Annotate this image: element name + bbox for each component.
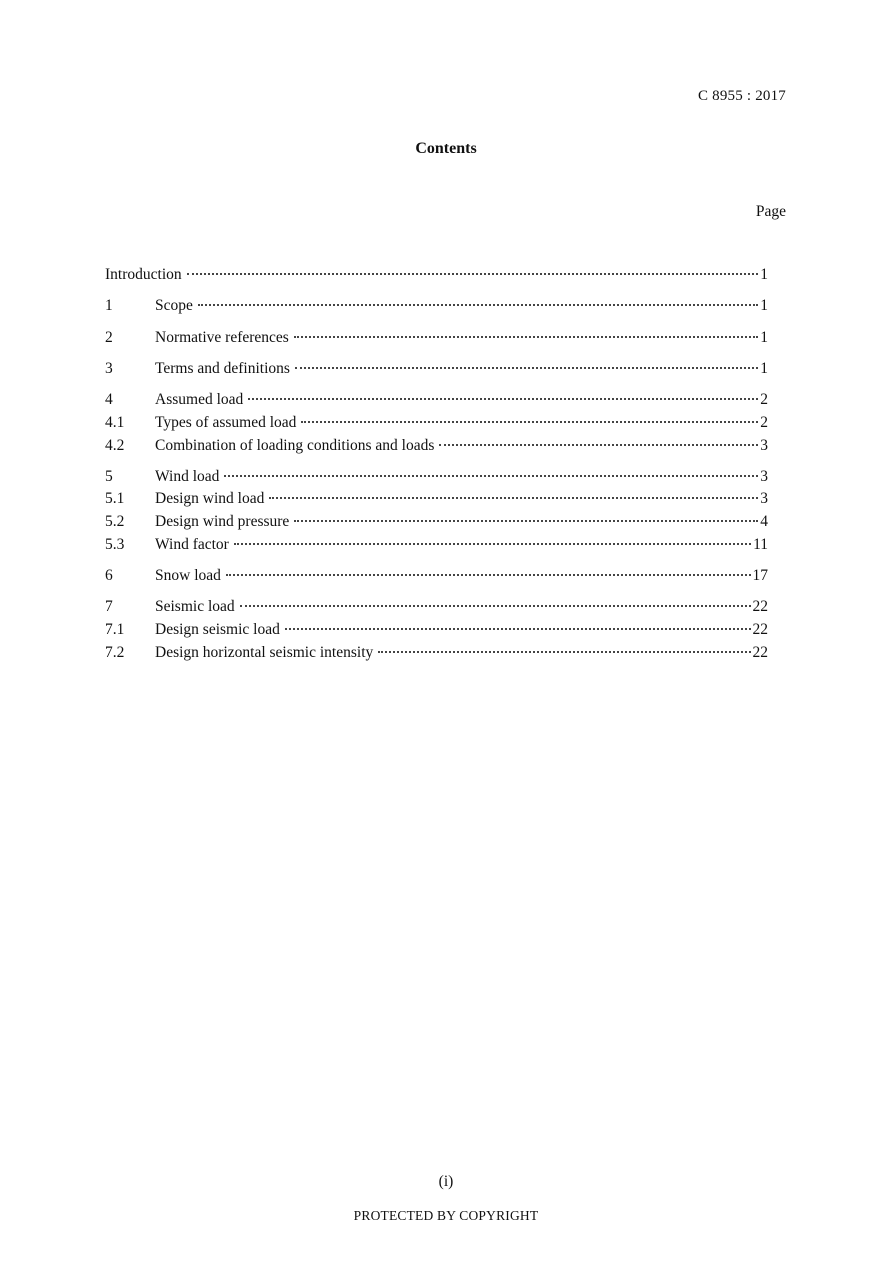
toc-section-title: Terms and definitions (155, 359, 290, 377)
document-code: C 8955 : 2017 (697, 88, 786, 104)
toc-section-number: 7.2 (105, 643, 125, 661)
toc-entry[interactable] (105, 511, 768, 534)
toc-entry[interactable] (105, 327, 768, 350)
toc-entry[interactable] (105, 488, 768, 511)
toc-section-number: 5.3 (105, 535, 125, 553)
toc-section-number: 4.2 (105, 436, 125, 454)
toc-section-number: 4.1 (105, 413, 125, 431)
toc-section-title: Assumed load (155, 391, 244, 409)
toc-page-number: 1 (760, 359, 768, 377)
toc-page-number: 11 (753, 535, 768, 553)
toc-dot-leader (248, 398, 758, 400)
toc-page-number: 1 (760, 297, 768, 315)
toc-dot-leader (439, 444, 758, 446)
toc-section-title: Design horizontal seismic intensity (155, 643, 374, 661)
toc-section-title: Types of assumed load (155, 413, 297, 431)
toc-dot-leader (226, 574, 751, 576)
toc-page-number: 1 (760, 266, 768, 283)
toc-section-title: Seismic load (155, 598, 235, 616)
toc-entry[interactable] (105, 358, 768, 381)
toc-section-number: 1 (105, 297, 113, 315)
toc-page-number: 22 (752, 643, 768, 661)
toc-entry[interactable] (105, 596, 768, 619)
toc-section-number: 7.1 (105, 621, 125, 639)
toc-page-number: 3 (760, 467, 768, 485)
toc-section-number: 4 (105, 391, 113, 409)
toc-entry[interactable] (105, 264, 768, 287)
toc-dot-leader (198, 304, 758, 306)
toc-page-number: 22 (752, 598, 768, 616)
toc-page-number: 3 (760, 490, 768, 508)
contents-heading: Contents (415, 140, 477, 157)
toc-entry[interactable] (105, 389, 768, 412)
table-of-contents (105, 264, 768, 664)
toc-dot-leader (285, 628, 751, 630)
toc-page-number: 1 (760, 328, 768, 346)
toc-dot-leader (240, 605, 751, 607)
toc-section-title: Normative references (155, 328, 289, 346)
toc-entry[interactable] (105, 619, 768, 642)
toc-section-title: Scope (155, 297, 193, 315)
toc-entry[interactable] (105, 565, 768, 588)
toc-section-title: Design seismic load (155, 621, 280, 639)
toc-dot-leader (187, 273, 759, 275)
toc-entry[interactable] (105, 642, 768, 665)
toc-section-number: 6 (105, 567, 113, 585)
toc-entry[interactable] (105, 435, 768, 458)
toc-section-number: 7 (105, 598, 113, 616)
toc-dot-leader (378, 651, 750, 653)
toc-entry[interactable] (105, 412, 768, 435)
copyright-notice: PROTECTED BY COPYRIGHT (353, 1208, 539, 1223)
toc-section-number: 5.2 (105, 513, 125, 531)
toc-dot-leader (294, 336, 758, 338)
toc-section-title: Snow load (155, 567, 221, 585)
toc-page-number: 3 (760, 436, 768, 454)
toc-section-title: Wind load (155, 467, 220, 485)
toc-section-number: 5.1 (105, 490, 125, 508)
toc-dot-leader (269, 497, 758, 499)
toc-dot-leader (295, 367, 758, 369)
toc-page-number: 22 (752, 621, 768, 639)
toc-section-title: Design wind pressure (155, 513, 290, 531)
toc-section-number: 5 (105, 467, 113, 485)
toc-dot-leader (234, 543, 751, 545)
toc-page-number: 17 (752, 567, 768, 585)
page-column-label: Page (755, 203, 786, 220)
toc-page-number: 2 (760, 413, 768, 431)
toc-dot-leader (294, 520, 758, 522)
toc-entry[interactable] (105, 466, 768, 489)
toc-page-number: 4 (760, 513, 768, 531)
toc-entry[interactable] (105, 295, 768, 318)
toc-section-title: Design wind load (155, 490, 265, 508)
footer-page-number: (i) (438, 1173, 454, 1190)
toc-dot-leader (301, 421, 758, 423)
toc-section-number: 3 (105, 359, 113, 377)
toc-dot-leader (224, 475, 758, 477)
toc-section-title: Introduction (105, 266, 182, 283)
toc-section-number: 2 (105, 328, 113, 346)
toc-page-number: 2 (760, 391, 768, 409)
toc-section-title: Combination of loading conditions and loads (155, 436, 435, 454)
toc-section-title: Wind factor (155, 535, 229, 553)
toc-entry[interactable] (105, 534, 768, 557)
